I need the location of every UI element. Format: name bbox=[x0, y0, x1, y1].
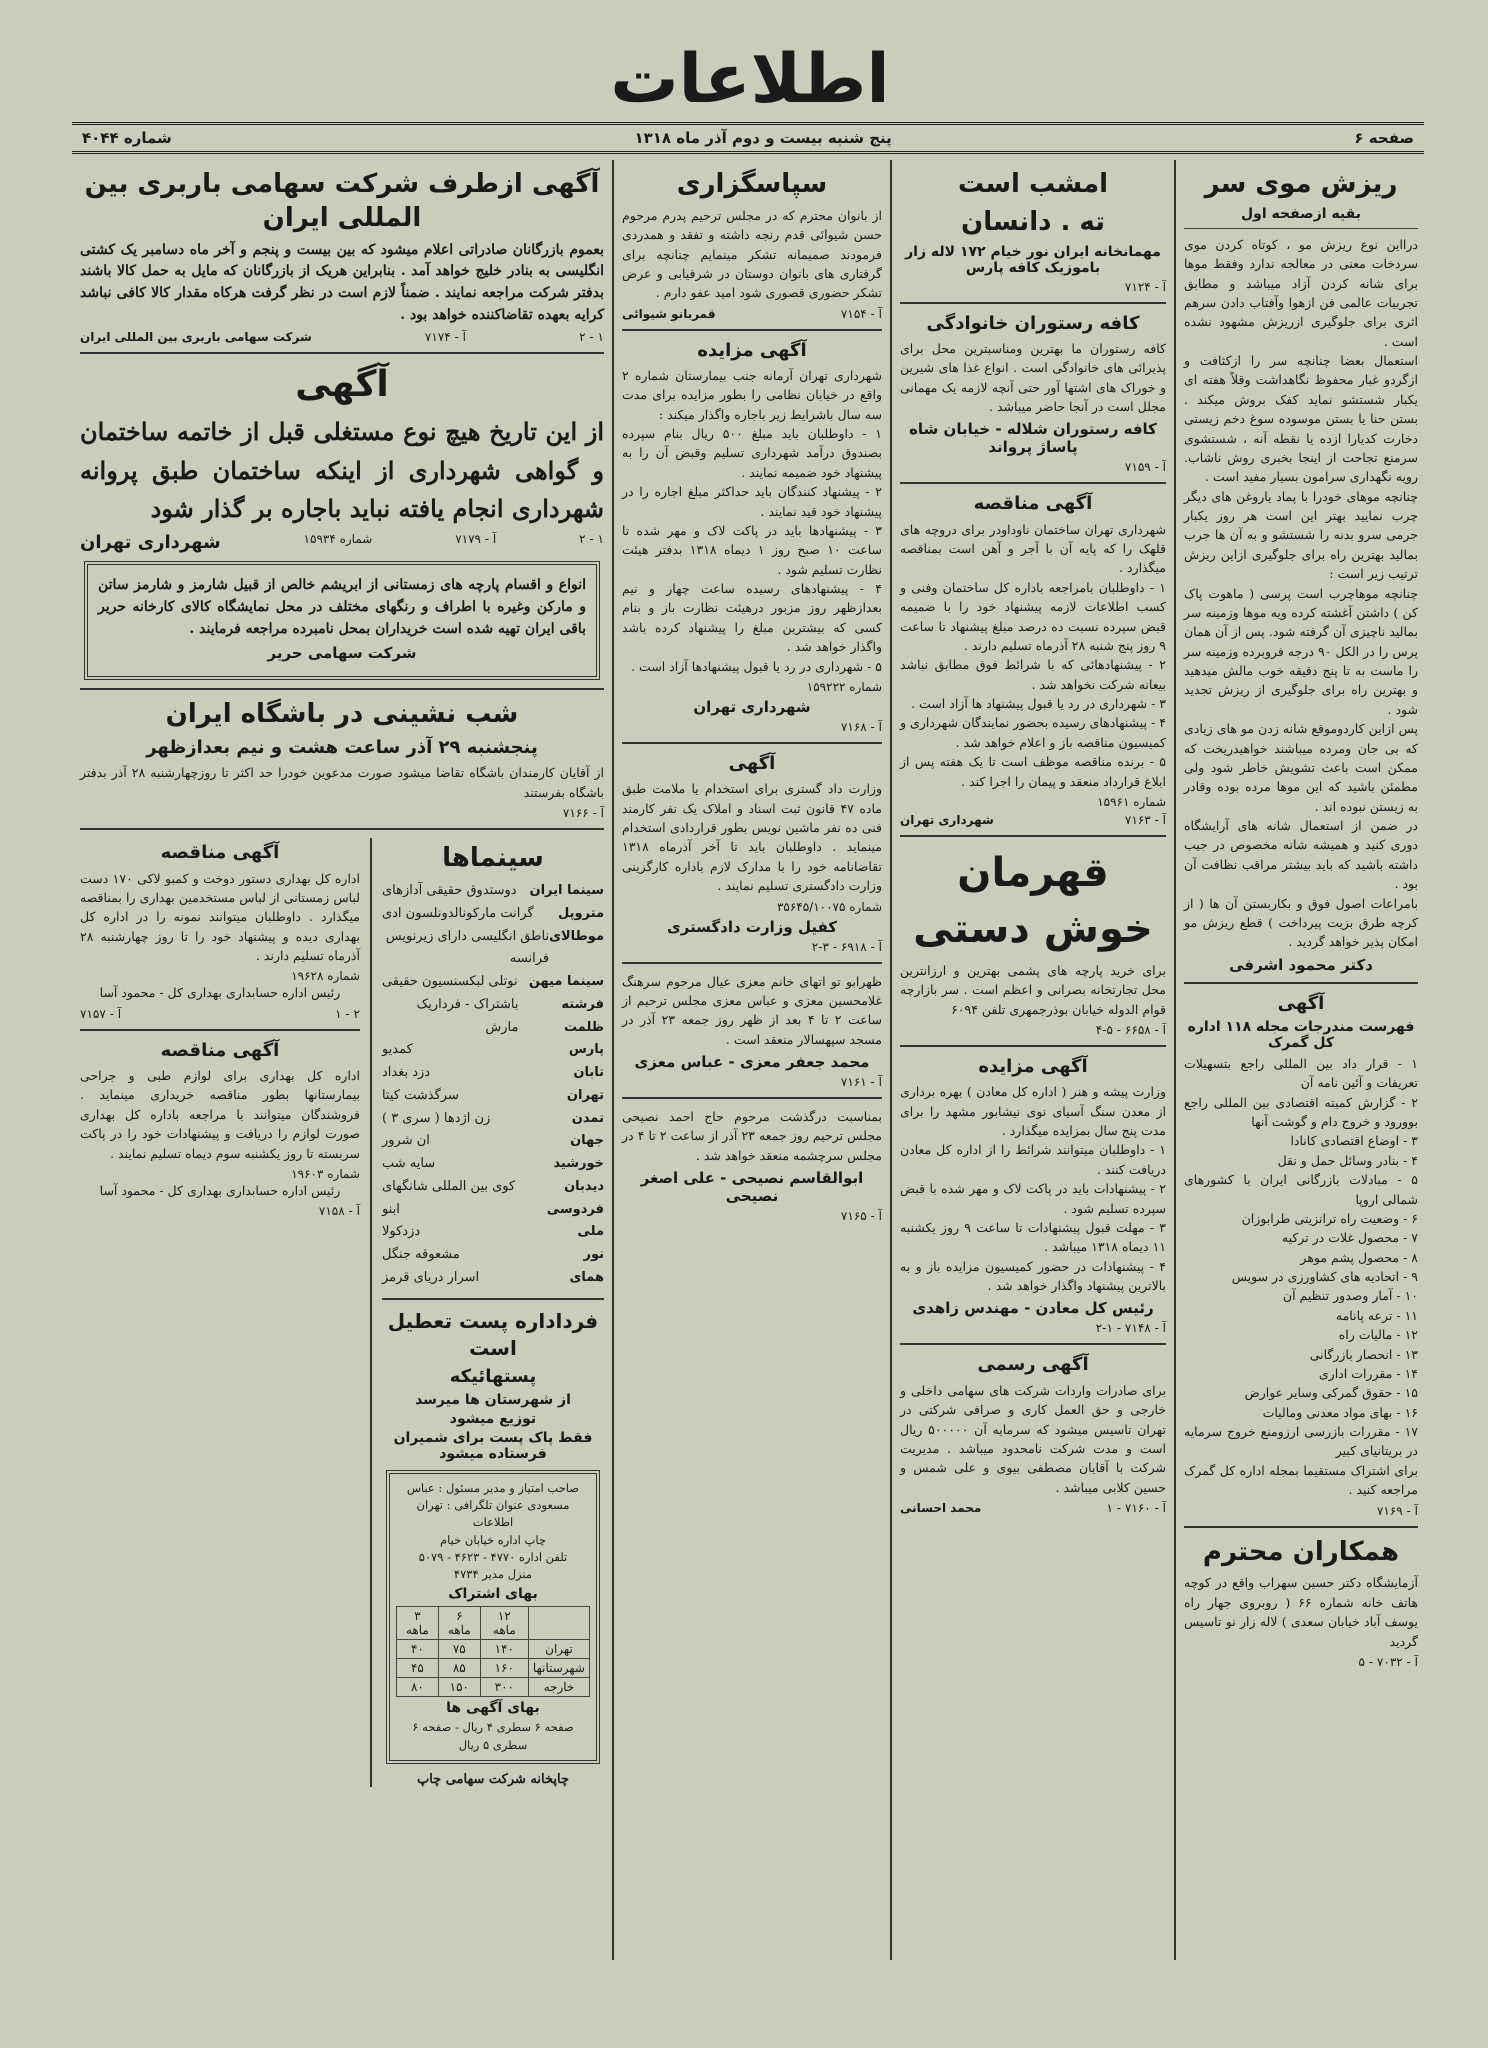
list-item: ملی دزدکولا bbox=[381, 1224, 604, 1240]
ad-code: آ - ۷۱۷۴ bbox=[424, 330, 466, 345]
hair-paragraph: چنانچه موهاچرب است پرسی ( ماهوت پاک کن ) داشتن آغشته کرده ویه موها وزمینه سر بمالید ناچیزی آن گرفته شود. پس از آن همان پرس را در الکل ۹۰ درجه فروبرده وزمینه سر را ماست به تا پنج دقیقه خوب مالش میدهید و بهترین راه برای جلوگیری از ریزش تجدید شود . bbox=[1184, 585, 1418, 717]
shipping-body: بعموم بازرگانان صادراتی اعلام میشود که بین بیست و پنجم و آخر ماه دسامبر یک کشتی انگلیسی به بنادر خلیج خواهد آمد . بنابراین هریک از بازرگانان که مایل به حمل کالا باشند بدفتر شرکت مراجعه نمایند . ضمناً لازم است در نظر گرفت هرکاه مقدار کالا کافی نباشد کرایه بعهده تقاضاکننده خواهد بود . bbox=[80, 241, 604, 323]
municipal-title: آگهی bbox=[295, 364, 389, 406]
list-item: ۳ - شهرداری در رد یا قبول پیشنهاد ها آزاد است . bbox=[911, 696, 1166, 712]
show-title: امشب است bbox=[957, 169, 1109, 199]
list-item: ۱ - داوطلبان باید مبلغ ۵۰۰ ریال بنام سپرده بصندوق درآمد شهرداری تسلیم وقبض آن را به پیشنهاد خود ضمیمه نمایند . bbox=[622, 426, 882, 480]
mourning2-body: بمناسبت درگذشت مرحوم حاج احمد نصیحی مجلس ترحیم روز جمعه ۲۳ آذر از ساعت ۲ تا ۴ در مجلس سرچشمه منعقد خواهد شد . bbox=[622, 1109, 883, 1163]
list-item: خورشید سایه شب bbox=[381, 1156, 604, 1172]
column-rule bbox=[370, 838, 372, 1787]
tender2-body: اداره کل بهداری برای لوازم طبی و جراحی بیمارستانها بطور مناقصه خریداری مینماید . فروشندگان میتوانند با مراجعه باداره کل بهداری صورت لوازم را دریافت و پیشنهادات خود را در پاکت سربسته تا روز یکشنبه سوم دیماه تسلیم نمایند . bbox=[80, 1068, 360, 1161]
post-line: از شهرستان ها میرسد bbox=[415, 1391, 571, 1408]
official-signer: محمد احسانی bbox=[900, 1501, 982, 1516]
issue-number: شماره ۴۰۴۴ bbox=[82, 129, 172, 147]
official-title: آگهی رسمی bbox=[977, 1354, 1089, 1376]
ad-code: آ - ۷۱۵۹ bbox=[1124, 460, 1166, 475]
shipping-signer: شرکت سهامی باربری بین المللی ایران bbox=[80, 330, 312, 345]
list-item: ۱ - داوطلبان میتوانند شرائط را از اداره کل معادن دریافت کنند . bbox=[900, 1142, 1166, 1177]
list-item: تهران سرگذشت کیتا bbox=[381, 1087, 604, 1103]
list-item: ۵ - شهرداری در رد یا قبول پیشنهادها آزاد است . bbox=[631, 658, 882, 674]
issue-date: پنج شنبه بیست و دوم آذر ماه ۱۳۱۸ bbox=[634, 129, 892, 147]
ad-code: آ - ۷۱۶۵ bbox=[840, 1209, 882, 1224]
tender2-title: آگهی مناقصه bbox=[160, 1039, 280, 1061]
mourning-body: ظهرابو تو اتهای خانم معزی عیال مرحوم سرهنگ غلامحسین معزی و عباس معزی مجلس ترحیم از ساعت ۲ تا ۴ بعد از ظهر روز جمعه ۲۳ آذر در مسجد سپهسالار منعقد است . bbox=[622, 973, 882, 1047]
list-item: تمدن زن اژدها ( سری ۳ ) bbox=[381, 1110, 604, 1126]
list-item: ۱۱ - ترعه پانامه bbox=[1335, 1307, 1418, 1323]
post-line: فقط پاک پست برای شمیران فرستاده میشود bbox=[393, 1429, 593, 1462]
column-ads-3 bbox=[614, 160, 890, 1960]
tender1-body: اداره کل بهداری دستور دوخت و کمبو لاکی ۱۷۰ دست لباس زمستانی از لباس مستخدمین بهداری را بمناقصه میگذارد . داوطلبان میتوانند نمونه را در اداره کل بهداری دیده و پیشنهاد خود را تا روز چهارشنبه ۲۸ آذرماه تسلیم دارند . bbox=[80, 870, 360, 964]
tender1-signer: رئیس اداره حسابداری بهداری کل - محمود آسا bbox=[99, 985, 341, 1001]
hair-paragraph: پس ازاین کاردوموقع شانه زدن مو های زیادی که بی جان ومرده میباشند خواهیدریخت که ممکن است باعث تشویش خاطر شود ولی مطمئن باشید که این موها مرده بوده وقادر به زیستن نبوده اند . bbox=[1184, 721, 1418, 814]
list-item: ۳ - پیشنهادها باید در پاکت لاک و مهر شده تا ساعت ۱۰ صبح روز ۱ دیماه ۱۳۱۸ بدفتر هیئت نظارت تسلیم شود . bbox=[622, 522, 882, 577]
table-row: ۱۲ ماهه ۶ ماهه ۳ ماهه bbox=[396, 1607, 589, 1640]
ad-code: آ - ۶۹۱۸ - ۳-۲ bbox=[811, 939, 882, 954]
masthead-title: اطلاعات bbox=[610, 40, 890, 119]
list-item: ۴ - پیشنهادهای رسیده ساعت چهار و نیم بعدازظهر روز مزبور درهیئت نظارت باز و بنام کسی که بیشترین مبلغ را پیشنهاد کرده باشد واگذار خواهد شد . bbox=[622, 581, 882, 655]
official-body: برای صادرات واردات شرکت های سهامی داخلی و خارجی و حق العمل کاری و صرافی شرکتی در تهران تاسیس میشود که سرمایه آن ۵۰۰۰۰۰ ریال است و مدت شرکت نامحدود میباشد . مدیریت شرکت با آقایان مصطفی بیوی و علی شمس و حسین کلابی میباشد . bbox=[900, 1382, 1166, 1495]
list-item: موطالای ناطق انگلیسی دارای زیرنویس فرانسه bbox=[385, 928, 604, 967]
auction-body: وزارت پیشه و هنر ( اداره کل معادن ) بهره برداری از معدن سنگ آسیای نوی نیشابور مشهد را برای مدت پنج سال بمزایده میگذارد . bbox=[900, 1084, 1166, 1139]
hair-paragraph: در ضمن از استعمال شانه های آرایشگاه دوری کنید و همیشه شانه مخصوص در جیب داشته باشید که باید بیشتر مراقب نظافت آن بود . bbox=[1184, 818, 1418, 892]
table-row: خارجه ۳۰۰ ۱۵۰ ۸۰ bbox=[396, 1678, 589, 1697]
list-item: فردوسی ابنو bbox=[381, 1201, 604, 1217]
list-item: ۲ - پیشنهادات باید در پاکت لاک و مهر شده با قبض سپرده تسلیم شود . bbox=[900, 1181, 1166, 1216]
hair-paragraph: بامراعات اصول فوق و بکاربستن آن ها ( از کرچه طرق بزیت پیرداخت ) قطع ریزش مو امکان پذیر خواهد گردید . bbox=[1184, 895, 1418, 950]
club-subtitle: پنجشنبه ۲۹ آذر ساعت هشت و نیم بعدازظهر bbox=[146, 737, 538, 759]
mourning2-signer: ابوالقاسم نصیحی - علی اصغر نصیحی bbox=[640, 1169, 864, 1206]
ad-code: آ - ۷۱۶۶ bbox=[562, 806, 604, 821]
customs-note: برای اشتراک مستقیما بمجله اداره کل گمرک مراجعه کنید . bbox=[1184, 1462, 1418, 1498]
textile-title: قهرمان خوش دستی bbox=[913, 849, 1153, 952]
ad-code: آ - ۷۱۷۹ bbox=[455, 532, 497, 547]
ad-run: ۱ - ۲ bbox=[579, 532, 604, 547]
page-number: صفحه ۶ bbox=[1354, 129, 1414, 147]
show-subtitle: ته . دانسان bbox=[961, 206, 1105, 237]
publisher-address: چاپ اداره خیابان خیام bbox=[440, 1532, 546, 1547]
shipping-title: آگهی ازطرف شرکت سهامی باربری بین المللی ایران bbox=[84, 169, 600, 233]
list-item: ۵ - مبادلات بازرگانی ایران با کشورهای شمالی اروپا bbox=[1184, 1172, 1418, 1207]
list-item: جهان ان شرور bbox=[381, 1133, 604, 1149]
list-item: ۱۷ - مقررات بازرسی ارزومنع خروج سرمایه در بریتانیای کبیر bbox=[1184, 1424, 1418, 1459]
continued-label: بقیه ازصفحه اول bbox=[1241, 205, 1361, 222]
tender-signer: شهرداری تهران bbox=[900, 812, 994, 827]
list-item: ۲ - پیشنهاد کنندگان باید حداکثر مبلغ اجاره را در پیشنهاد خود قید نمایند . bbox=[622, 484, 882, 519]
printer-name: چاپخانه شرکت سهامی چاپ bbox=[416, 1771, 569, 1787]
auction-signer: رئیس کل معادن - مهندس زاهدی bbox=[912, 1299, 1154, 1318]
list-item: ۲ - پیشنهادهائی که با شرائط فوق مطابق نباشد بیعانه شرکت نخواهد شد . bbox=[900, 657, 1166, 692]
justice-body: وزارت داد گستری برای استخدام یا ملامت طبق ماده ۴۷ قانون ثبت اسناد و املاک یک نفر کارمند فنی ده نفر ماشین نویس بطور قراردادی استخدام مینماید . داوطلبان باید تا آخر آذرماه ۱۳۱۸ تقاضانامه خود را با مدارک لازم باداره کارگزینی وزارت دادگستری تسلیم نمایند . bbox=[622, 781, 882, 894]
column-ads-4 bbox=[72, 160, 612, 1960]
list-item: سینما میهن نوتلی لبکسنسیون حقیقی bbox=[381, 974, 604, 990]
post-line: توزیع میشود bbox=[449, 1410, 537, 1427]
justice-title: آگهی bbox=[728, 752, 776, 774]
table-row: تهران ۱۴۰ ۷۵ ۴۰ bbox=[396, 1640, 589, 1659]
ad-code: آ - ۷۱۵۷ bbox=[80, 1006, 122, 1021]
list-item: سینما ایران دوستدوق حقیقی آدازهای bbox=[381, 883, 604, 899]
list-item: ۱۰ - آمار وصدور تنظیم آن bbox=[1282, 1288, 1418, 1304]
column-ads-2 bbox=[892, 160, 1174, 1960]
customs-list bbox=[1184, 1054, 1418, 1461]
cinemas-column bbox=[382, 838, 604, 1787]
list-item: ۴ - پیشنهادات در حضور کمیسیون مزایده باز و به بالاترین پیشنهاد واگذار خواهد شد . bbox=[900, 1258, 1166, 1294]
ad-code: آ - ۷۱۵۴ bbox=[840, 306, 882, 321]
list-item: نور مشعوقه جنگل bbox=[381, 1247, 604, 1263]
post-title: فرداداره پست تعطیل است bbox=[387, 1308, 599, 1360]
tenders-column bbox=[80, 838, 360, 1787]
list-item: متروپل گرانت مارکونالدونلسون ادی bbox=[381, 905, 604, 921]
column-hair-and-customs bbox=[1176, 160, 1426, 1960]
list-item: ۱۲ - مالیات راه bbox=[1338, 1327, 1418, 1343]
ad-run: ۱ - ۲ bbox=[579, 330, 604, 345]
silk-ad-box bbox=[84, 561, 600, 680]
hair-paragraph: استعمال بعضا چنانچه سر را ازکثافت و ازگردو غبار محفوظ نگاهداشت وقلاً هفته ای یکبار شستشو نماید کفک بروش میکند . بستن حنا یا بستن موسوده سوغ دخم زیستی دخارت کدیارا ازده یا نقطه آنه ، شستشوی سرمنع تجاحت از اینجا بخبری روش ناشاب. رویه نگهداری سرامون بسیار مفید است . bbox=[1184, 353, 1418, 485]
show-body: مهمانخانه ایران نور خیام ۱۷۲ لاله زار باموزیک کافه پارس bbox=[905, 243, 1161, 276]
dateline bbox=[72, 122, 1424, 154]
ad-code: آ - ۷۱۵۸ bbox=[318, 1204, 360, 1219]
cafe-title: کافه رستوران خانوادگی bbox=[926, 312, 1140, 334]
ads-price-body: صفحه ۶ سطری ۴ ریال - صفحه ۶ سطری ۵ ریال bbox=[412, 1720, 574, 1752]
list-item: همای اسرار دریای قرمز bbox=[381, 1269, 604, 1285]
list-item: ۱۴ - مقررات اداری bbox=[1318, 1365, 1418, 1381]
ad-code: آ - ۷۱۶۳ bbox=[1124, 812, 1166, 827]
tender1-title: آگهی مناقصه bbox=[160, 842, 280, 864]
cinemas-list bbox=[382, 880, 604, 1290]
justice-number: شماره ۳۵۶۴۵/۱۰۰۷۵ bbox=[776, 899, 882, 914]
ad-code: آ - ۷۱۶۱ bbox=[840, 1075, 882, 1090]
tender2-signer: رئیس اداره حسابداری بهداری کل - محمود آسا bbox=[99, 1182, 341, 1198]
publisher-manager-phone: منزل مدیر ۴۷۳۴ bbox=[453, 1567, 533, 1582]
ad-code: آ - ۶۶۵۸ - ۵-۴ bbox=[1095, 1023, 1166, 1038]
cafe-body: کافه رستوران ما بهترین ومناسبترین محل برای پذیرائی های خانوادگی است . انواع غذا های شیرین و خوراک های اشتها آور حتی آنچه لازمه یک مهمانی مجلل است در آنجا حاضر میباشد . bbox=[900, 340, 1166, 415]
thanks-title: سپاسگزاری bbox=[676, 169, 828, 199]
auction-number: شماره ۱۵۹۲۲۲ bbox=[806, 679, 882, 694]
list-item: ۴ - پیشنهادهای رسیده بحضور نمایندگان شهرداری و کمیسیون مناقصه باز و اعلام خواهد شد . bbox=[900, 715, 1166, 750]
colleague-body: آزمایشگاه دکتر حسین سهراب واقع در کوچه هاتف خانه شماره ۶۶ ( روبروی جهار راه یوسف آباد خیابان سعدی ) لاله زار نو تاسیس گردید bbox=[1184, 1575, 1418, 1649]
justice-signer: کفیل وزارت دادگستری bbox=[666, 917, 837, 936]
thanks-signer: قمربانو شیوائی bbox=[622, 306, 716, 321]
ads-price-title: بهای آگهی ها bbox=[446, 1700, 540, 1717]
list-item: ۱۵ - حقوق گمرکی وسایر عوارض bbox=[1244, 1385, 1418, 1401]
thanks-body: از بانوان محترم که در مجلس ترحیم پدرم مرحوم حسن شیوائی قدم رنجه داشته و تفقد و همدردی فرمودند صمیمانه تشکر مینمایم چنانچه برای گرفتاری های بانوان دوستان در شرفیابی و عرض تشکر حضوری قصوری شود امید عفو دارم . bbox=[622, 207, 882, 301]
auction-title: آگهی مزایده bbox=[697, 339, 807, 361]
customs-title: فهرست مندرجات مجله ۱۱۸ اداره کل گمرک bbox=[1187, 1018, 1415, 1051]
list-item: ۴ - بنادر وسائل حمل و نقل bbox=[1277, 1152, 1418, 1168]
list-item: پارس کمدیو bbox=[381, 1042, 604, 1058]
list-item: ۷ - محصول غلات در ترکیه bbox=[1281, 1230, 1418, 1246]
list-item: ۱۳ - انحصار بازرگانی bbox=[1309, 1346, 1418, 1362]
silk-body: انواع و اقسام پارچه های زمستانی از ابریشم خالص از قبیل شارمز و شارمز ساتن و مارکن وغیره با اطراف و رنگهای مختلف در محل نمایشگاه کالای کارخانه حریر باقی ایران تهیه شده است خریداران بمحل نامبرده مراجعه فرمایند . bbox=[98, 577, 586, 637]
hair-signature: دکتر محمود اشرفی bbox=[1229, 955, 1373, 974]
colleague-title: همکاران محترم bbox=[1202, 1536, 1400, 1567]
tender-body: شهرداری تهران ساختمان ناوداودر برای دروچه های قلهک را که پایه آن با آجر و آهن است بمناقصه میگذارد . bbox=[900, 521, 1166, 576]
club-body: از آقایان کارمندان باشگاه تقاضا میشود صورت مدعوین خودرا حد اکثر تا روزچهارشنبه ۲۸ آذر بدفتر باشگاه بفرستند bbox=[80, 765, 604, 800]
ad-code: آ - ۷۱۶۰ - ۱ bbox=[1106, 1501, 1166, 1516]
ad-code: آ - ۷۰۳۲ - ۵ bbox=[1358, 1654, 1418, 1669]
ad-code: آ - ۷۱۴۸ - ۱-۲ bbox=[1095, 1321, 1166, 1336]
ad-code: آ - ۷۱۶۹ bbox=[1376, 1503, 1418, 1518]
list-item: ۱ - داوطلبان بامراجعه باداره کل ساختمان وفنی و کسب اطلاعات لازمه پیشنهاد خود را با ضمیمه قبض سپرده نسبت ده درصد مبلغ پیشنهاد تا ساعت ۹ روز پنج شنبه ۲۸ آذرماه تسلیم دارند . bbox=[900, 579, 1166, 653]
tender1-number: شماره ۱۹۶۲۸ bbox=[291, 969, 360, 984]
subscription-table bbox=[396, 1606, 590, 1697]
ad-code: آ - ۷۱۲۴ bbox=[1124, 279, 1166, 294]
cafe-name: کافه رستوران شلاله - خیابان شاه پاساژ پرواند bbox=[909, 420, 1157, 457]
publisher-box bbox=[386, 1470, 600, 1764]
list-item: فرشته ظلمت باشتراک - فرداریک مارش bbox=[416, 996, 604, 1035]
subs-title: بهای اشتراک bbox=[448, 1586, 538, 1603]
hair-loss-title: ریزش موی سر bbox=[1204, 169, 1398, 199]
auction-signer: شهرداری تهران bbox=[693, 697, 811, 716]
lower-split bbox=[80, 838, 604, 1787]
ad-code: آ - ۷۱۶۸ bbox=[840, 719, 882, 734]
hair-paragraph: چنانچه موهای خودرا با پماد یاروغن های دیگر چرب نمایید بهتر این است هر روز یکبار جرمی سرو بدنه را شستشو و به آن ها جرب بمالید بهترین راه برای جلوگیری ازاین ریزش ترتیب زیر است : bbox=[1184, 488, 1418, 582]
auction-body: شهرداری تهران آرمانه جنب بیمارستان شماره ۲ واقع در خیابان نظامی را بطور مزایده برای مدت سه سال باشرایط زیر باجاره واگذار میکند : bbox=[622, 367, 882, 422]
tender-title: آگهی مناقصه bbox=[973, 493, 1093, 515]
list-item: ۶ - وضعیت راه ترانزیتی طرابوزان bbox=[1241, 1210, 1418, 1226]
list-item: تابان دزد بغداد bbox=[381, 1065, 604, 1081]
municipal-body: از این تاریخ هیچ نوع مستغلی قبل از خاتمه ساختمان و گواهی شهرداری از اینکه ساختمان طبق پروانه شهرداری انجام یافته نباید باجاره بر گذار شود bbox=[80, 417, 604, 523]
mourning-signer: محمد جعفر معزی - عباس معزی bbox=[634, 1053, 870, 1072]
list-item: ۵ - برنده مناقصه موظف است تا یک هفته پس از ابلاغ قرارداد منعقد و پیمان را اجرا کند . bbox=[900, 754, 1166, 789]
silk-signer: شرکت سهامی حریر bbox=[267, 644, 417, 663]
publisher-body: صاحب امتیاز و مدیر مسئول : عباس مسعودی عنوان تلگرافی : تهران اطلاعات bbox=[406, 1480, 580, 1530]
post-subtitle: پستهائیکه bbox=[449, 1365, 537, 1387]
list-item: ۱ - قرار داد بین المللی راجع بتسهیلات تعریفات و آئین نامه آن bbox=[1184, 1055, 1418, 1091]
list-item: ۹ - اتحادیه های کشاورزی در سویس bbox=[1231, 1269, 1418, 1285]
publisher-phone: تلفن اداره ۴۷۷۰ - ۴۶۲۳ - ۵۰۷۹ bbox=[418, 1549, 568, 1564]
club-title: شب نشینی در باشگاه ایران bbox=[165, 699, 519, 730]
list-item: ۳ - مهلت قبول پیشنهادات تا ساعت ۹ روز یکشنبه ۱۱ دیماه ۱۳۱۸ میباشد . bbox=[900, 1219, 1166, 1255]
list-item: ۳ - اوضاع اقتصادی کانادا bbox=[1290, 1133, 1418, 1149]
municipal-signer: شهرداری تهران bbox=[80, 532, 221, 554]
textile-body: برای خرید پارچه های پشمی بهترین و ارزانترین محل تجارتخانه بصرانی و اعظم است . سر بازارچه قوام الدوله خیابان بوذرجمهری تلفن ۶۰۹۴ bbox=[900, 962, 1166, 1017]
list-item: ۱۶ - بهای مواد معدنی ومالیات bbox=[1262, 1404, 1418, 1420]
list-item: دیدبان کوی بین المللی شانگهای bbox=[381, 1178, 604, 1194]
hair-paragraph: درااین نوع ریزش مو ، کوتاه کردن موی سردخات معنی در معالجه ندارد وفقط موها برای شانه کردن آزاد میباشد و مطابق تجربیات عالمی فن ازهوا وآفتاب دادن سرهم اثری برای جلوگیری ازریزش مشهود نشده است . bbox=[1184, 236, 1418, 349]
cinemas-title: سینماها bbox=[442, 843, 544, 874]
municipal-number: شماره ۱۵۹۳۴ bbox=[303, 532, 373, 547]
tender2-number: شماره ۱۹۶۰۳ bbox=[291, 1166, 360, 1181]
list-item: ۸ - محصول پشم موهر bbox=[1300, 1249, 1418, 1265]
tender-number: شماره ۱۵۹۶۱ bbox=[1097, 794, 1166, 809]
ad-run: ۲ - ۱ bbox=[335, 1006, 360, 1021]
table-row: شهرستانها ۱۶۰ ۸۵ ۴۵ bbox=[396, 1659, 589, 1678]
auction-title: آگهی مزایده bbox=[978, 1056, 1088, 1078]
customs-label: آگهی bbox=[1277, 992, 1325, 1014]
list-item: ۲ - گزارش کمیته اقتصادی بین المللی راجع بوورود و خروج دام و گوشت آنها bbox=[1184, 1094, 1418, 1130]
